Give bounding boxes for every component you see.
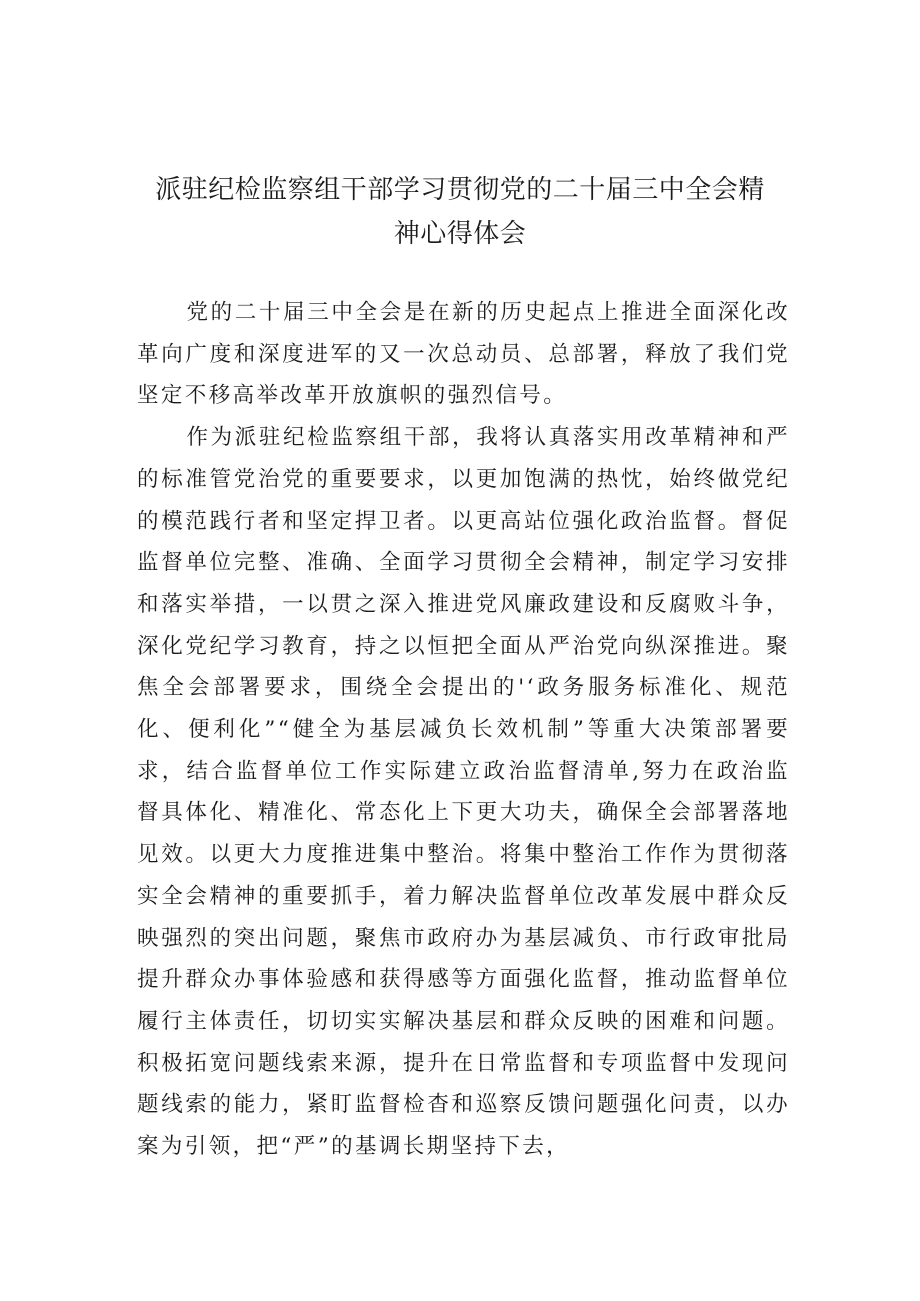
title-line-1: 派驻纪检监察组干部学习贯彻党的二十届三中全会精 bbox=[155, 175, 765, 205]
document-title bbox=[140, 168, 780, 256]
body-paragraph: 作为派驻纪检监察组干部，我将认真落实用改革精神和严的标准管党治党的重要要求，以更加饱满的热忱，始终做党纪的模范践行者和坚定捍卫者。以更高站位强化政治监督。督促监督单位完整、准确、全面学习贯彻全会精神，制定学习安排和落实举措，一以贯之深入推进党风廉政建设和反腐败斗争，深化党纪学习教育，持之以恒把全面从严治党向纵深推进。聚焦全会部署要求，围绕全会提出的'‘政务服务标准化、规范化、便利化”“健全为基层减负长效机制”等重大决策部署要求，结合监督单位工作实际建立政治监督清单,努力在政治监督具体化、精准化、常态化上下更大功夫，确保全会部署落地见效。以更大力度推进集中整治。将集中整治工作作为贯彻落实全会精神的重要抓手，着力解决监督单位改革发展中群众反映强烈的突出问题，聚焦市政府办为基层减负、市行政审批局提升群众办事体验感和获得感等方面强化监督，推动监督单位履行主体责任，切切实实解决基层和群众反映的困难和问题。积极拓宽问题线索来源，提升在日常监督和专项监督中发现问题线索的能力，紧盯监督检杳和巡察反馈问题强化问责，以办案为引领，把“严”的基调长期坚持下去， bbox=[137, 425, 790, 1160]
body-paragraph: 党的二十届三中全会是在新的历史起点上推进全面深化改革向广度和深度进军的又一次总动员、总部署，释放了我们党坚定不移高举改革开放旗帜的强烈信号。 bbox=[137, 300, 790, 409]
title-line-2: 神心得体会 bbox=[393, 219, 527, 249]
document-body bbox=[137, 292, 790, 1168]
